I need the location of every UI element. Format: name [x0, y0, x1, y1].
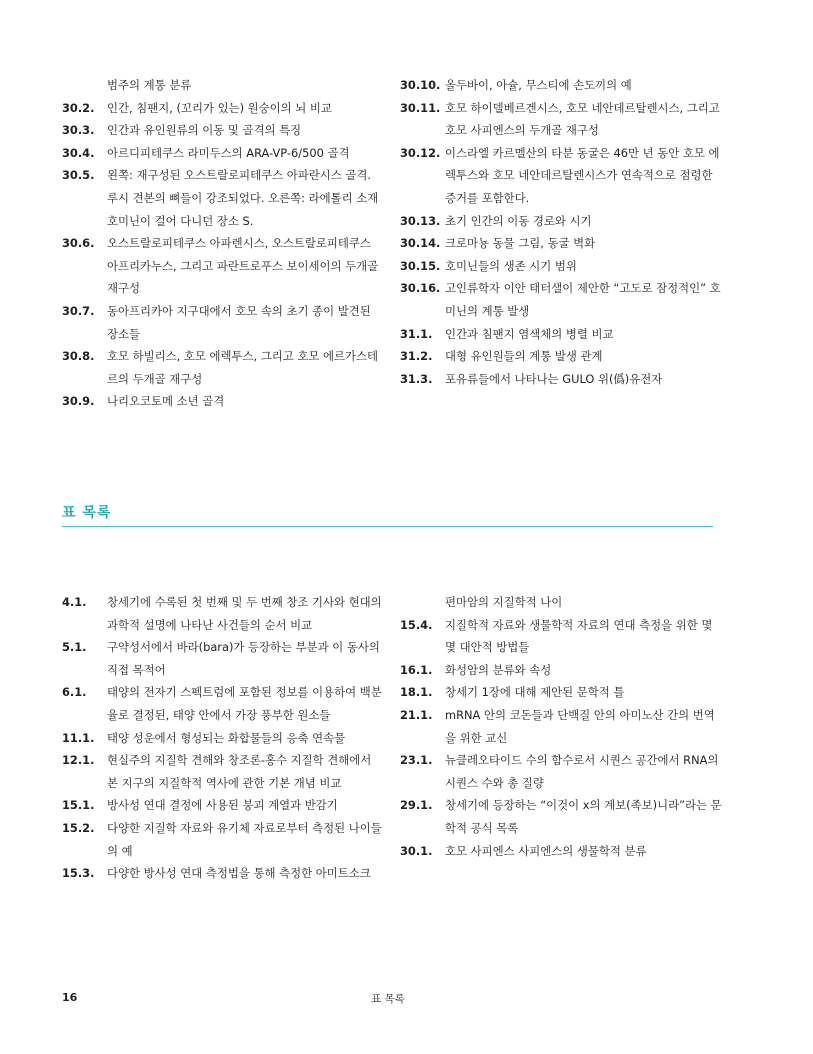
list-item — [62, 749, 382, 794]
item-text-line: 화성암의 분류와 속성 — [445, 662, 552, 677]
item-text-line: 포유류들에서 나타나는 GULO 위(僞)유전자 — [445, 371, 663, 386]
item-text-line: 초기 인간의 이동 경로와 시기 — [445, 213, 592, 228]
item-number: 30.8. — [62, 349, 95, 364]
list-item — [62, 727, 382, 750]
item-text-line: 다양한 지질학 자료와 유기체 자료로부터 측정된 나이들 — [107, 821, 382, 835]
item-text-line: 창세기에 등장하는 “이것이 x의 계보(족보)니라”라는 문 — [445, 798, 722, 813]
item-number: 11.1. — [62, 730, 95, 745]
item-text-line: 크로마뇽 동물 그림, 동굴 벽화 — [445, 236, 596, 251]
item-text-line: 동아프리카아 지구대에서 호모 속의 초기 종이 발견된 — [107, 304, 371, 318]
item-number: 30.16. — [400, 281, 441, 296]
item-number: 29.1. — [400, 798, 433, 813]
item-text-line: 태양의 전자기 스펙트럼에 포함된 정보를 이용하여 백분 — [107, 685, 382, 700]
item-number: 30.7. — [62, 304, 95, 318]
item-text-line: 르의 두개골 재구성 — [107, 371, 203, 386]
item-number: 5.1. — [62, 640, 87, 655]
list-item — [62, 232, 382, 300]
list-item — [62, 390, 382, 413]
item-number: 30.1. — [400, 843, 433, 858]
list-item — [62, 97, 382, 120]
item-number: 31.3. — [400, 371, 433, 386]
item-text-line: 호모 사피엔스 사피엔스의 생물학적 분류 — [445, 843, 647, 858]
item-text-line: 몇 대안적 방법들 — [445, 640, 530, 655]
item-number: 30.5. — [62, 168, 95, 183]
item-text-line: 학적 공식 목록 — [445, 820, 519, 835]
list-item — [62, 862, 382, 885]
list-item — [62, 345, 382, 390]
list-item — [400, 345, 720, 368]
list-item — [400, 232, 720, 255]
item-text-line: 고인류학자 이안 태터샐이 제안한 “고도로 잠정적인” 호 — [445, 281, 721, 296]
item-text-line: 렉투스와 호모 네안데르탈렌시스가 연속적으로 점령한 — [445, 168, 713, 183]
item-number: 30.4. — [62, 145, 95, 160]
item-number: 30.12. — [400, 145, 441, 160]
item-number: 15.2. — [62, 821, 95, 835]
item-number: 16.1. — [400, 662, 433, 677]
item-number: 21.1. — [400, 708, 433, 722]
item-number: 31.2. — [400, 349, 433, 364]
item-number: 4.1. — [62, 595, 87, 609]
list-item — [62, 300, 382, 345]
item-number: 23.1. — [400, 753, 433, 768]
item-text-line: 인간과 침팬지 염색체의 병렬 비교 — [445, 326, 614, 341]
item-number: 30.15. — [400, 258, 441, 273]
list-item — [400, 142, 720, 210]
item-text-line: 범주의 계통 분류 — [107, 78, 192, 92]
item-number: 30.11. — [400, 100, 441, 115]
item-number: 15.1. — [62, 798, 95, 813]
item-text-line: 아프리카누스, 그리고 파란트로푸스 보이세이의 두개골 — [107, 258, 379, 273]
item-text-line: 호미닌들의 생존 시기 범위 — [445, 258, 577, 273]
item-text-line: 율로 결정된, 태양 안에서 가장 풍부한 원소들 — [107, 707, 331, 722]
item-number: 30.9. — [62, 394, 95, 409]
list-item — [400, 74, 720, 97]
item-text-line: 과학적 설명에 나타난 사건들의 순서 비교 — [107, 617, 313, 632]
item-number: 15.4. — [400, 617, 433, 632]
item-text-line: 대형 유인원들의 계통 발생 관계 — [445, 349, 603, 364]
item-text-line: 재구성 — [107, 281, 141, 296]
list-item — [400, 659, 720, 682]
list-item — [62, 164, 382, 232]
list-item — [62, 681, 382, 726]
item-text-line: 지질학적 자료와 생물학적 자료의 연대 측정을 위한 몇 — [445, 617, 713, 632]
list-item — [62, 636, 382, 681]
list-item — [400, 794, 720, 839]
list-item — [400, 368, 720, 391]
item-number: 31.1. — [400, 326, 433, 341]
item-number: 30.6. — [62, 236, 95, 251]
item-text-line: 호미닌이 걸어 다니던 장소 S. — [107, 213, 254, 228]
item-text-line: 을 위한 교신 — [445, 730, 508, 745]
list-item — [62, 817, 382, 862]
item-text-line: 본 지구의 지질학적 역사에 관한 기본 개념 비교 — [107, 775, 342, 790]
item-text-line: 시퀀스 수와 총 질량 — [445, 775, 544, 790]
item-number: 18.1. — [400, 685, 433, 700]
item-text-line: 장소들 — [107, 326, 141, 341]
item-text-line: 인간, 침팬지, (꼬리가 있는) 원숭이의 뇌 비교 — [107, 100, 332, 115]
item-number: 30.10. — [400, 78, 441, 92]
list-item — [400, 614, 720, 659]
running-title: 표 목록 — [371, 993, 405, 1005]
item-text-line: 편마암의 지질학적 나이 — [445, 595, 563, 609]
item-text-line: 증거를 포함한다. — [445, 190, 530, 205]
item-text-line: 구약성서에서 바라(bara)가 등장하는 부분과 이 동사의 — [107, 640, 380, 655]
item-text-line: 오스트랄로피테쿠스 아파렌시스, 오스트랄로피테쿠스 — [107, 236, 371, 251]
item-text-line: 현실주의 지질학 견해와 창조론-홍수 지질학 견해에서 — [107, 753, 372, 768]
item-text-line: 창세기 1장에 대해 제안된 문학적 틀 — [445, 685, 625, 700]
page-number: 16 — [62, 991, 78, 1004]
item-text-line: 태양 성운에서 형성되는 화합물들의 응축 연속물 — [107, 730, 346, 745]
list-item — [400, 840, 720, 863]
item-number: 30.3. — [62, 123, 95, 138]
item-text-line: 호모 하빌리스, 호모 에렉투스, 그리고 호모 에르가스테 — [107, 349, 379, 364]
item-text-line: 이스라엘 카르멜산의 타분 동굴은 46만 년 동안 호모 에 — [445, 145, 720, 160]
item-text-line: 왼쪽: 재구성된 오스트랄로피테쿠스 아파란시스 골격. — [107, 168, 372, 183]
list-item — [62, 119, 382, 142]
item-text-line: mRNA 안의 코돈들과 단백질 안의 아미노산 간의 번역 — [445, 708, 715, 722]
item-text-line: 나리오코토메 소년 골격 — [107, 394, 225, 409]
item-number: 6.1. — [62, 685, 87, 700]
item-text-line: 아르디피테쿠스 라미두스의 ARA-VP-6/500 골격 — [107, 145, 350, 160]
list-item — [400, 97, 720, 142]
list-item — [400, 255, 720, 278]
item-text-line: 호모 하이델베르겐시스, 호모 네안데르탈렌시스, 그리고 — [445, 100, 720, 115]
item-number: 30.14. — [400, 236, 441, 251]
list-item — [400, 704, 720, 749]
item-text-line: 미닌의 계통 발생 — [445, 303, 530, 318]
item-text-line: 루시 견본의 뼈들이 강조되었다. 오른쪽: 라에톨리 소재 — [107, 190, 379, 205]
item-text-line: 인간과 유인원류의 이동 및 골격의 특징 — [107, 123, 302, 138]
item-text-line: 방사성 연대 결정에 사용된 붕괴 계열과 반감기 — [107, 798, 338, 813]
item-text-line: 뉴클레오타이드 수의 함수로서 시퀀스 공간에서 RNA의 — [445, 753, 719, 768]
list-item — [62, 794, 382, 817]
item-text-line: 올두바이, 아슐, 무스티에 손도끼의 예 — [445, 78, 632, 92]
list-item — [400, 210, 720, 233]
item-number: 12.1. — [62, 753, 95, 768]
item-text-line: 호모 사피엔스의 두개골 재구성 — [445, 123, 599, 138]
item-number: 30.13. — [400, 213, 441, 228]
list-item — [400, 591, 720, 614]
list-item — [62, 142, 382, 165]
list-item — [62, 591, 382, 636]
list-item — [400, 323, 720, 346]
item-number: 30.2. — [62, 100, 95, 115]
list-item — [62, 74, 382, 97]
item-text-line: 창세기에 수록된 첫 번째 및 두 번째 창조 기사와 현대의 — [107, 595, 382, 609]
item-text-line: 다양한 방사성 연대 측정법을 통해 측정한 아미트소크 — [107, 866, 371, 881]
item-number: 15.3. — [62, 866, 95, 881]
list-item — [400, 681, 720, 704]
item-text-line: 직접 목적어 — [107, 662, 166, 677]
item-text-line: 의 예 — [107, 843, 133, 858]
list-item — [400, 749, 720, 794]
list-item — [400, 277, 720, 322]
section-title: 표 목록 — [62, 505, 112, 521]
section-divider — [62, 526, 713, 527]
